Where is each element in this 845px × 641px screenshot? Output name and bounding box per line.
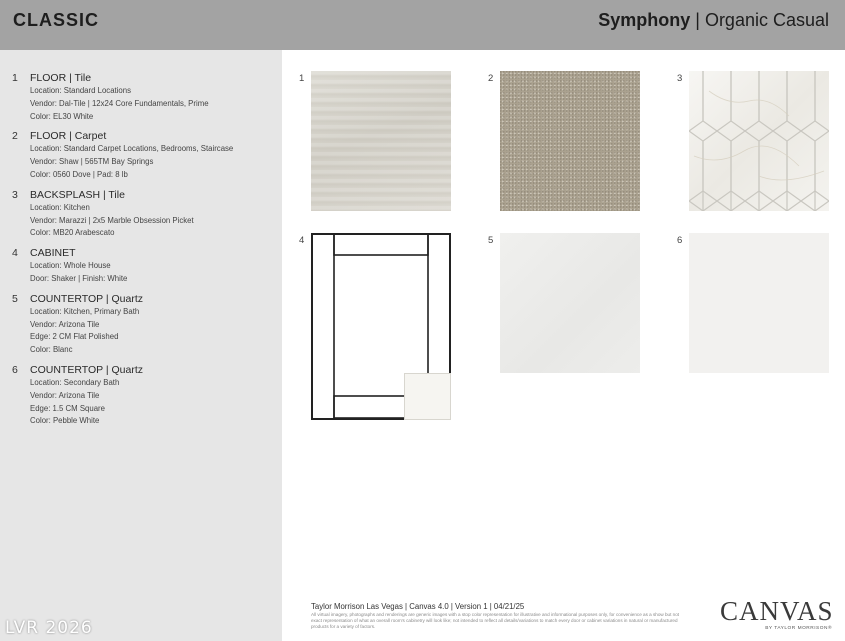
spec-title: COUNTERTOP | Quartz — [30, 363, 144, 376]
cabinet-finish-chip — [404, 373, 451, 420]
swatch-number: 5 — [488, 235, 494, 246]
spec-color: Color: MB20 Arabescato — [30, 228, 115, 238]
collection-title — [598, 10, 829, 31]
floor-tile-swatch — [311, 71, 451, 211]
spec-edge: Edge: 2 CM Flat Polished — [30, 332, 119, 342]
swatch-number: 3 — [677, 73, 683, 84]
swatch-number: 1 — [299, 73, 305, 84]
spec-vendor: Vendor: Arizona Tile — [30, 390, 100, 400]
spec-item-countertop-secondary — [12, 363, 277, 428]
spec-location: Location: Standard Carpet Locations, Bedrooms, Staircase — [30, 144, 234, 154]
spec-number: 2 — [12, 130, 18, 143]
spec-location: Location: Secondary Bath — [30, 377, 120, 387]
spec-title: BACKSPLASH | Tile — [30, 188, 125, 201]
spec-number: 3 — [12, 188, 18, 201]
spec-number: 4 — [12, 247, 18, 260]
spec-color: Color: EL30 White — [30, 111, 94, 121]
listing-watermark: LVR 2026 — [5, 618, 93, 638]
brand-title: CLASSIC — [13, 10, 100, 30]
swatch-number: 6 — [677, 235, 683, 246]
spec-color: Color: 0560 Dove | Pad: 8 lb — [30, 169, 128, 179]
spec-number: 5 — [12, 292, 18, 305]
backsplash-picket-tile-swatch — [689, 71, 829, 211]
spec-number: 1 — [12, 72, 18, 84]
swatch-number: 4 — [299, 235, 305, 246]
spec-vendor: Vendor: Shaw | 565TM Bay Springs — [30, 157, 154, 167]
collection-separator: | — [695, 10, 700, 30]
spec-edge: Edge: 1.5 CM Square — [30, 403, 105, 413]
spec-vendor: Vendor: Dal-Tile | 12x24 Core Fundamentals, Prime — [30, 98, 209, 108]
spec-title: COUNTERTOP | Quartz — [30, 292, 144, 305]
spec-vendor: Vendor: Arizona Tile — [30, 319, 100, 329]
spec-sidebar — [0, 50, 282, 641]
spec-number: 6 — [12, 363, 18, 376]
spec-item-backsplash-tile — [12, 188, 277, 240]
picket-tile-pattern — [689, 71, 829, 211]
spec-color: Color: Pebble White — [30, 416, 100, 426]
swatch-number: 2 — [488, 73, 494, 84]
footer-disclaimer: All virtual imagery, photographs and renderings are generic images with a stop color representation for illustrative and informational purposes only, for convenience as a show but not exact representation of what an overall room's cabinetry will look like; not intended to reflect all details/variations to match every door or cabinet variations in natural or manufactured products for a variety of factors. — [311, 612, 680, 629]
spec-list — [12, 71, 277, 434]
quartz-pebble-white-swatch — [689, 233, 829, 373]
spec-title: CABINET — [30, 247, 76, 260]
canvas-logo — [720, 596, 832, 634]
spec-door-finish: Door: Shaker | Finish: White — [30, 273, 128, 283]
spec-location: Location: Kitchen — [30, 202, 90, 212]
spec-location: Location: Standard Locations — [30, 86, 131, 95]
collection-name: Symphony — [598, 10, 691, 30]
spec-location: Location: Kitchen, Primary Bath — [30, 306, 140, 316]
spec-location: Location: Whole House — [30, 261, 111, 271]
spec-title: FLOOR | Carpet — [30, 130, 107, 143]
carpet-swatch — [500, 71, 640, 211]
footer-version-line: Taylor Morrison Las Vegas | Canvas 4.0 | Version 1 | 04/21/25 — [311, 602, 525, 611]
spec-item-floor-tile — [12, 71, 277, 123]
spec-item-floor-carpet — [12, 129, 277, 181]
header-bar — [0, 0, 845, 50]
spec-title: FLOOR | Tile — [30, 72, 92, 84]
shaker-cabinet-door-swatch — [311, 233, 451, 420]
quartz-blanc-swatch — [500, 233, 640, 373]
logo-wordmark: CANVAS — [720, 596, 834, 626]
spec-item-cabinet — [12, 246, 277, 286]
collection-style: Organic Casual — [704, 10, 829, 30]
spec-color: Color: Blanc — [30, 345, 73, 355]
spec-item-countertop-primary — [12, 292, 277, 357]
spec-vendor: Vendor: Marazzi | 2x5 Marble Obsession Picket — [30, 215, 194, 225]
logo-tagline: BY TAYLOR MORRISON® — [765, 626, 832, 631]
